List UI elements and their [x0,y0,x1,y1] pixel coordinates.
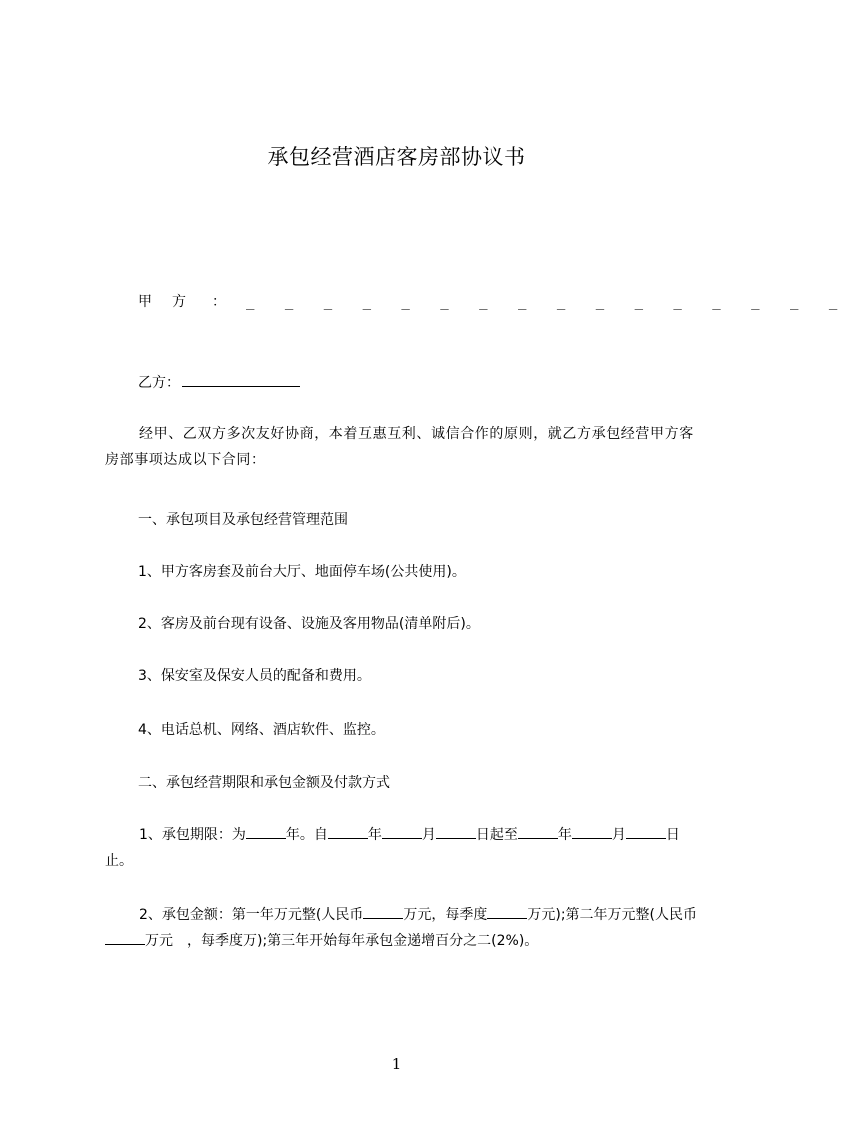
section-1-item: 1、甲方客房套及前台大厅、地面停车场(公共使用)。 [138,564,466,580]
term-text: 年 [367,827,382,843]
term-blank [382,824,422,839]
party-a-blank: _ _ _ _ _ _ _ _ _ _ _ _ _ _ _ _ [246,294,848,310]
section-1-item: 3、保安室及保安人员的配备和费用。 [138,668,371,684]
section-1-item: 2、客房及前台现有设备、设施及客用物品(清单附后)。 [138,616,480,632]
section-1-heading: 一、承包项目及承包经营管理范围 [138,512,348,528]
party-a-line [138,292,848,312]
party-b-blank [182,371,300,387]
amount-text: 万元);第二年万元整(人民币 [527,907,698,923]
amount-blank [105,930,145,945]
term-text: 月 [421,827,436,843]
section-1-item: 4、电话总机、网络、酒店软件、监控。 [138,722,385,738]
term-blank [328,824,368,839]
contract-amount-paragraph [105,902,705,954]
contract-term-paragraph [105,822,705,874]
amount-text: 万元，每季度 [403,907,488,923]
term-text: 日止。 [105,827,680,869]
term-blank [572,824,612,839]
amount-blank [487,904,527,919]
page-number: 1 [391,1055,402,1073]
amount-text: 2、承包金额：第一年万元整(人民币 [139,907,364,923]
intro-paragraph: 经甲、乙双方多次友好协商，本着互惠互利、诚信合作的原则，就乙方承包经营甲方客房部事项达成以下合同： [105,426,694,468]
term-text: 月 [611,827,626,843]
document-title: 承包经营酒店客房部协议书 [267,145,526,169]
term-blank [436,824,476,839]
term-blank [626,824,666,839]
party-a-label: 甲方 [138,294,206,310]
section-2-heading: 二、承包经营期限和承包金额及付款方式 [138,775,390,791]
term-text: 1、承包期限：为 [139,827,246,843]
term-text: 日起至 [475,827,518,843]
term-text: 年。自 [285,827,328,843]
party-b-line [138,371,300,393]
term-text: 年 [557,827,572,843]
party-a-colon: ： [212,294,226,310]
term-blank [246,824,286,839]
amount-text: 万元 ，每季度万);第三年开始每年承包金递增百分之二(2%)。 [145,933,539,949]
party-b-label: 乙方： [138,375,180,391]
amount-blank [363,904,403,919]
term-blank [518,824,558,839]
